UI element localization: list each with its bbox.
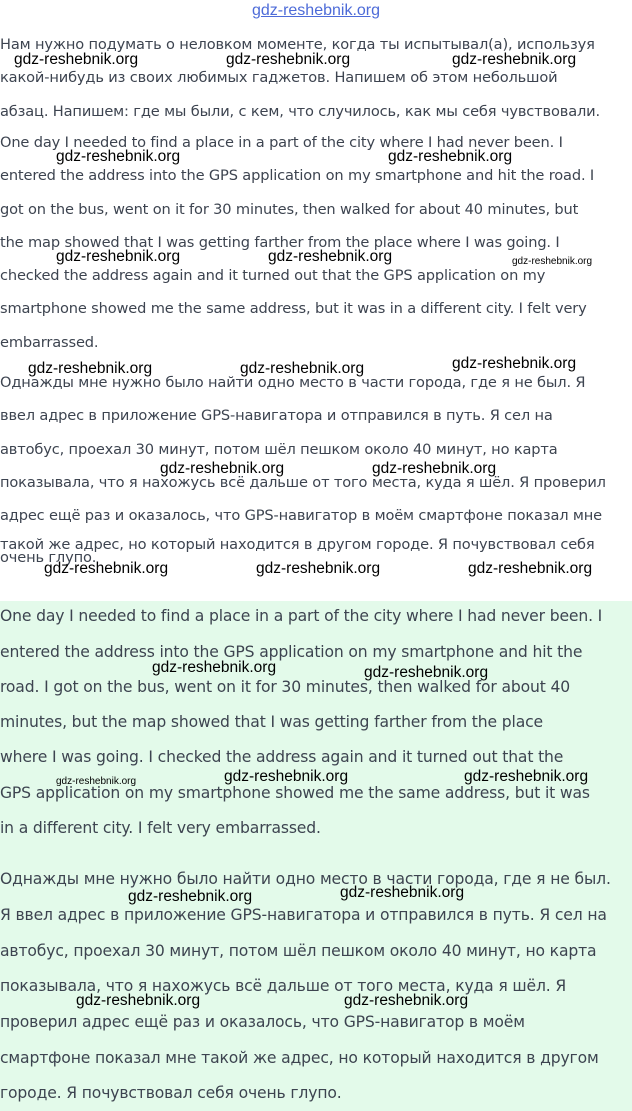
text-line: Однажды мне нужно было найти одно место в части города, где я не был.	[0, 870, 611, 888]
watermark-text: gdz-reshebnik.org	[226, 51, 351, 68]
watermark-text: gdz-reshebnik.org	[56, 248, 181, 265]
watermark-text: gdz-reshebnik.org	[160, 460, 285, 477]
watermark-text: gdz-reshebnik.org	[372, 460, 497, 477]
text-line: Я ввел адрес в приложение GPS-навигатора и отправился в путь. Я сел на	[0, 906, 607, 924]
text-line: minutes, but the map showed that I was getting farther from the place	[0, 713, 543, 731]
answer-russian-paragraph	[0, 366, 606, 568]
watermark-text: gdz-reshebnik.org	[344, 992, 469, 1009]
text-line: entered the address into the GPS application on my smartphone and hit the	[0, 643, 583, 661]
site-header-link[interactable]: gdz-reshebnik.org	[251, 2, 381, 19]
watermark-text: gdz-reshebnik.org	[388, 148, 513, 165]
watermark-text: gdz-reshebnik.org	[224, 768, 349, 785]
watermark-text: gdz-reshebnik.org	[464, 768, 589, 785]
text-line: смартфоне показал мне такой же адрес, но который находится в другом	[0, 1049, 599, 1067]
green-russian-paragraph	[0, 862, 611, 1110]
text-line: checked the address again and it turned out that the GPS application on my	[0, 267, 546, 285]
text-line: GPS application on my smartphone showed me the same address, but it was	[0, 784, 590, 802]
watermark-text: gdz-reshebnik.org	[14, 51, 139, 68]
watermark-text: gdz-reshebnik.org	[152, 659, 277, 676]
text-line: показывала, что я нахожусь всё дальше от того места, куда я шёл. Я проверил	[0, 473, 606, 491]
watermark-text: gdz-reshebnik.org	[240, 360, 365, 377]
watermark-text: gdz-reshebnik.org	[268, 248, 393, 265]
watermark-text: gdz-reshebnik.org	[56, 148, 181, 165]
watermark-text: gdz-reshebnik.org	[340, 884, 465, 901]
text-line: embarrassed.	[0, 333, 99, 351]
text-line: Однажды мне нужно было найти одно место в части города, где я не был. Я	[0, 374, 586, 391]
watermark-text: gdz-reshebnik.org	[364, 664, 489, 681]
text-line: got on the bus, went on it for 30 minutes, then walked for about 40 minutes, but	[0, 200, 579, 218]
watermark-text: gdz-reshebnik.org	[468, 560, 593, 577]
text-line: какой-нибудь из своих любимых гаджетов. Напишем об этом небольшой	[0, 69, 558, 87]
text-line: адрес ещё раз и оказалось, что GPS-навигатор в моём смартфоне показал мне	[0, 507, 602, 525]
text-line: One day I needed to find a place in a part of the city where I had never been. I	[0, 607, 603, 625]
watermark-text: gdz-reshebnik.org	[452, 51, 577, 68]
text-line: абзац. Напишем: где мы были, с кем, что случилось, как мы себя чувствовали.	[0, 102, 601, 120]
watermark-text: gdz-reshebnik.org	[452, 355, 577, 372]
watermark-text: gdz-reshebnik.org	[512, 256, 593, 267]
watermark-text: gdz-reshebnik.org	[44, 560, 169, 577]
watermark-text: gdz-reshebnik.org	[56, 776, 137, 787]
green-english-paragraph	[0, 599, 602, 845]
text-line: road. I got on the bus, went on it for 30 minutes, then walked for about 40	[0, 678, 571, 696]
watermark-text: gdz-reshebnik.org	[128, 888, 253, 905]
text-line: Нам нужно подумать о неловком моменте, когда ты испытывал(а), используя	[0, 36, 595, 53]
text-line: автобус, проехал 30 минут, потом шёл пешком около 40 минут, но карта	[0, 942, 597, 960]
text-line: One day I needed to find a place in a part of the city where I had never been. I	[0, 134, 563, 151]
text-line: the map showed that I was getting farther from the place where I was going. I	[0, 233, 560, 251]
watermark-text: gdz-reshebnik.org	[256, 560, 381, 577]
watermark-text: gdz-reshebnik.org	[76, 992, 201, 1009]
text-line: городе. Я почувствовал себя очень глупо.	[0, 1084, 342, 1102]
watermark-text: gdz-reshebnik.org	[28, 360, 153, 377]
text-line: in a different city. I felt very embarrassed.	[0, 819, 321, 837]
text-line: такой же адрес, но который находится в другом городе. Я почувствовал себя	[0, 536, 595, 554]
text-line: where I was going. I checked the address again and it turned out that the	[0, 748, 564, 766]
text-line: entered the address into the GPS application on my smartphone and hit the road. I	[0, 167, 595, 185]
text-line: ввел адрес в приложение GPS-навигатора и отправился в путь. Я сел на	[0, 407, 553, 425]
text-line: автобус, проехал 30 минут, потом шёл пешком около 40 минут, но карта	[0, 440, 558, 458]
task-paragraph	[0, 28, 600, 128]
text-line: smartphone showed me the same address, but it was in a different city. I felt very	[0, 300, 587, 318]
text-line: очень глупо.	[0, 549, 97, 567]
text-line: проверил адрес ещё раз и оказалось, что GPS-навигатор в моём	[0, 1013, 525, 1031]
text-line: показывала, что я нахожусь всё дальше от того места, куда я шёл. Я	[0, 977, 567, 995]
